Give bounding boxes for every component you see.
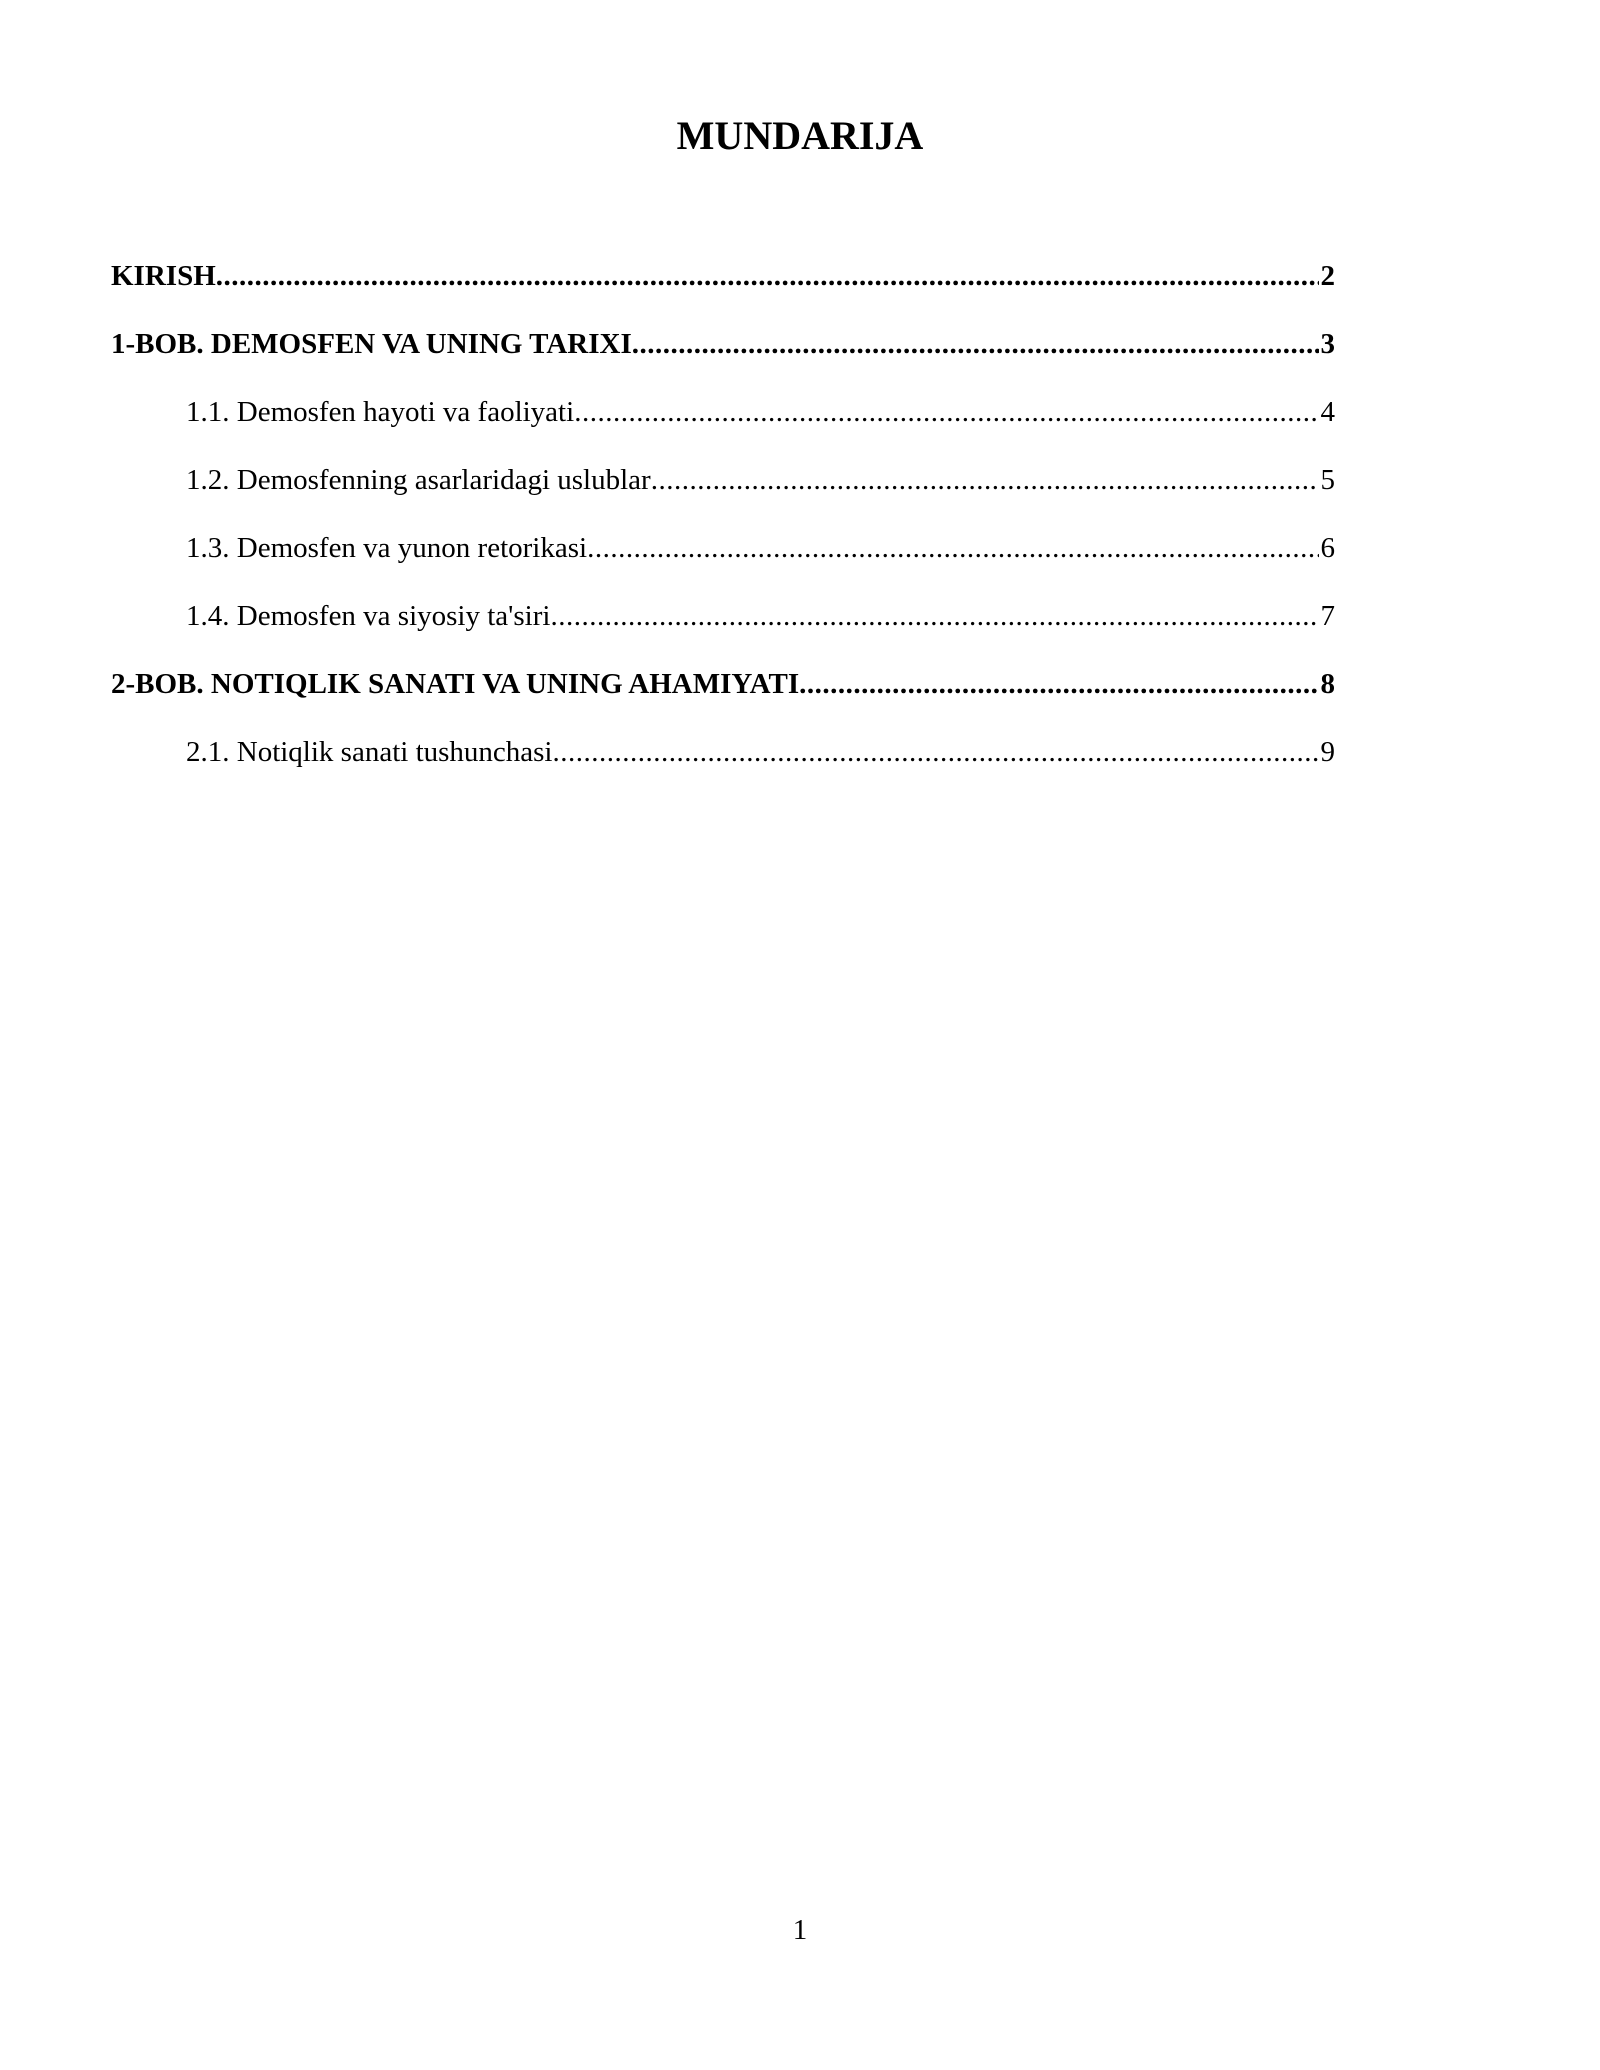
toc-entry-text: 2.1. Notiqlik sanati tushunchasi xyxy=(186,736,553,768)
toc-dot-leader xyxy=(799,660,1318,708)
toc-entry-section-1-4[interactable] xyxy=(111,592,1335,660)
toc-entry-kirish[interactable] xyxy=(111,252,1335,320)
page-number: 1 xyxy=(792,1914,808,1946)
toc-entry-page: 5 xyxy=(1320,464,1335,496)
toc-entry-page: 6 xyxy=(1320,532,1335,564)
toc-entry-text: 1-BOB. DEMOSFEN VA UNING TARIXI xyxy=(111,328,632,360)
toc-dot-leader xyxy=(651,456,1319,504)
toc-dot-leader xyxy=(216,252,1319,300)
toc-entry-text: 1.3. Demosfen va yunon retorikasi xyxy=(186,532,588,564)
toc-entry-section-1-1[interactable] xyxy=(111,388,1335,456)
toc-entry-section-2-1[interactable] xyxy=(111,728,1335,796)
toc-entry-page: 4 xyxy=(1320,396,1335,428)
toc-entry-page: 8 xyxy=(1320,668,1335,700)
toc-dot-leader xyxy=(574,388,1318,436)
toc-entry-section-1-3[interactable] xyxy=(111,524,1335,592)
toc-dot-leader xyxy=(587,524,1318,572)
table-of-contents xyxy=(111,252,1335,796)
toc-entry-text: 1.1. Demosfen hayoti va faoliyati xyxy=(186,396,575,428)
toc-entry-chapter-2[interactable] xyxy=(111,660,1335,728)
toc-entry-chapter-1[interactable] xyxy=(111,320,1335,388)
toc-entry-text: KIRISH xyxy=(111,260,216,292)
toc-entry-page: 7 xyxy=(1320,600,1335,632)
toc-entry-text: 1.2. Demosfenning asarlaridagi uslublar xyxy=(186,464,651,496)
toc-entry-text: 2-BOB. NOTIQLIK SANATI VA UNING AHAMIYATI xyxy=(111,668,800,700)
toc-entry-page: 9 xyxy=(1320,736,1335,768)
toc-entry-section-1-2[interactable] xyxy=(111,456,1335,524)
toc-entry-page: 2 xyxy=(1320,260,1335,292)
toc-entry-page: 3 xyxy=(1320,328,1335,360)
toc-entry-text: 1.4. Demosfen va siyosiy ta'siri xyxy=(186,600,551,632)
page-title: MUNDARIJA xyxy=(676,113,924,158)
toc-dot-leader xyxy=(553,728,1319,776)
toc-dot-leader xyxy=(550,592,1318,640)
toc-dot-leader xyxy=(632,320,1319,368)
